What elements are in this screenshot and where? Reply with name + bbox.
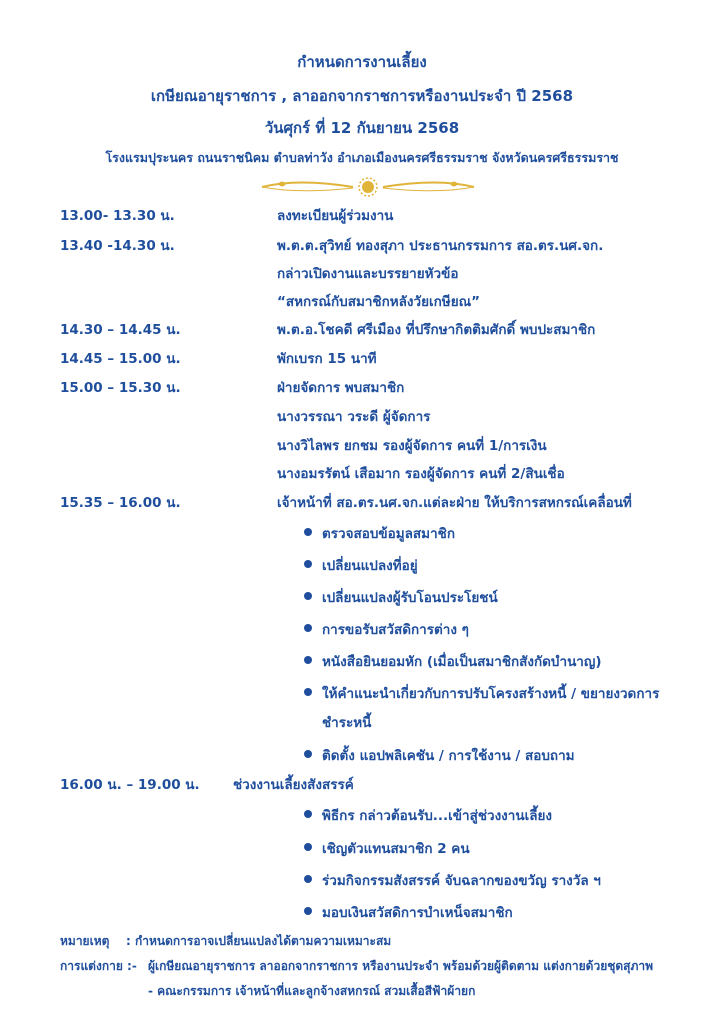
party-item-welfare-payment: มอบเงินสวัสดิการบำเหน็จสมาชิก bbox=[322, 905, 513, 921]
party-item-welcome: พิธีกร กล่าวต้อนรับ...เข้าสู่ช่วงงานเลี้ยง bbox=[322, 808, 552, 824]
bullet-dot bbox=[304, 528, 312, 536]
dress-code-staff: - คณะกรรมการ เจ้าหน้าที่และลูกจ้างสหกรณ์ สวมเสื้อสีฟ้าผ้ายก bbox=[148, 984, 476, 998]
schedule-time-6: 15.35 – 16.00 น. bbox=[60, 495, 181, 511]
event-subtitle: เกษียณอายุราชการ , ลาออกจากราชการหรืองานประจำ ปี 2568 bbox=[150, 87, 574, 105]
bullet-dot bbox=[304, 750, 312, 758]
bullet-dot bbox=[304, 656, 312, 664]
schedule-item-management: ฝ่ายจัดการ พบสมาชิก bbox=[277, 380, 405, 396]
service-item-change-address: เปลี่ยนแปลงที่อยู่ bbox=[322, 558, 418, 574]
bullet-dot bbox=[304, 810, 312, 818]
bullet-dot bbox=[304, 907, 312, 915]
remark-text: : กำหนดการอาจเปลี่ยนแปลงได้ตามความเหมาะสม bbox=[126, 934, 392, 948]
bullet-dot bbox=[304, 875, 312, 883]
schedule-item-advisor: พ.ต.อ.โชคดี ศรีเมือง ที่ปรึกษากิตติมศักดิ์ พบปะสมาชิก bbox=[277, 322, 596, 338]
schedule-time-1: 13.00- 13.30 น. bbox=[60, 208, 175, 224]
bullet-dot bbox=[304, 624, 312, 632]
schedule-item-topic: “สหกรณ์กับสมาชิกหลังวัยเกษียณ” bbox=[277, 294, 481, 310]
dress-code-retirees: ผู้เกษียณอายุราชการ ลาออกจากราชการ หรืองานประจำ พร้อมด้วยผู้ติดตาม แต่งกายด้วยชุดสุภาพ bbox=[148, 959, 654, 973]
party-item-activities: ร่วมกิจกรรมสังสรรค์ จับฉลากของขวัญ รางวัล ฯ bbox=[322, 873, 601, 889]
schedule-item-mobile-service: เจ้าหน้าที่ สอ.ตร.นศ.จก.แต่ละฝ่าย ให้บริการสหกรณ์เคลื่อนที่ bbox=[277, 495, 632, 511]
service-item-debt-advice-cont: ชำระหนี้ bbox=[322, 715, 372, 731]
service-item-check-info: ตรวจสอบข้อมูลสมาชิก bbox=[322, 526, 455, 542]
schedule-time-5: 15.00 – 15.30 น. bbox=[60, 380, 181, 396]
bullet-dot bbox=[304, 592, 312, 600]
schedule-time-3: 14.30 – 14.45 น. bbox=[60, 322, 181, 338]
bullet-dot bbox=[304, 560, 312, 568]
schedule-item-opening: กล่าวเปิดงานและบรรยายหัวข้อ bbox=[277, 266, 459, 282]
schedule-item-deputy-1: นางวิไลพร ยกชม รองผู้จัดการ คนที่ 1/การเงิน bbox=[277, 438, 547, 454]
remark-label: หมายเหตุ bbox=[60, 934, 110, 948]
schedule-item-break: พักเบรก 15 นาที bbox=[277, 351, 377, 367]
schedule-item-registration: ลงทะเบียนผู้ร่วมงาน bbox=[277, 208, 394, 224]
event-date: วันศุกร์ ที่ 12 กันยายน 2568 bbox=[264, 119, 460, 137]
service-item-change-beneficiary: เปลี่ยนแปลงผู้รับโอนประโยชน์ bbox=[322, 590, 498, 606]
party-item-representatives: เชิญตัวแทนสมาชิก 2 คน bbox=[322, 841, 470, 857]
schedule-time-4: 14.45 – 15.00 น. bbox=[60, 351, 181, 367]
service-item-deduction-consent: หนังสือยินยอมหัก (เมื่อเป็นสมาชิกสังกัดบำนาญ) bbox=[322, 654, 602, 670]
schedule-item-manager: นางวรรณา วระดี ผู้จัดการ bbox=[277, 409, 431, 425]
schedule-item-party: ช่วงงานเลี้ยงสังสรรค์ bbox=[233, 777, 354, 793]
bullet-dot bbox=[304, 843, 312, 851]
schedule-item-deputy-2: นางอมรรัตน์ เสือมาก รองผู้จัดการ คนที่ 2/สินเชื่อ bbox=[277, 466, 565, 482]
service-item-welfare: การขอรับสวัสดิการต่าง ๆ bbox=[322, 622, 469, 638]
dress-code-label: การแต่งกาย :- bbox=[60, 959, 137, 973]
gold-ornament-divider bbox=[258, 176, 478, 198]
schedule-time-7: 16.00 น. – 19.00 น. bbox=[60, 777, 200, 793]
service-item-app-install: ติดตั้ง แอปพลิเคชัน / การใช้งาน / สอบถาม bbox=[322, 748, 575, 764]
schedule-item-chairman: พ.ต.ต.สุวิทย์ ทองสุภา ประธานกรรมการ สอ.ตร.นศ.จก. bbox=[277, 238, 604, 254]
event-venue: โรงแรมปุระนคร ถนนราชนิคม ตำบลท่าวัง อำเภอเมืองนครศรีธรรมราช จังหวัดนครศรีธรรมราช bbox=[105, 150, 619, 165]
service-item-debt-advice: ให้คำแนะนำเกี่ยวกับการปรับโครงสร้างหนี้ / ขยายงวดการ bbox=[322, 686, 660, 702]
page-title: กำหนดการงานเลี้ยง bbox=[297, 53, 427, 71]
bullet-dot bbox=[304, 688, 312, 696]
schedule-time-2: 13.40 -14.30 น. bbox=[60, 238, 175, 254]
